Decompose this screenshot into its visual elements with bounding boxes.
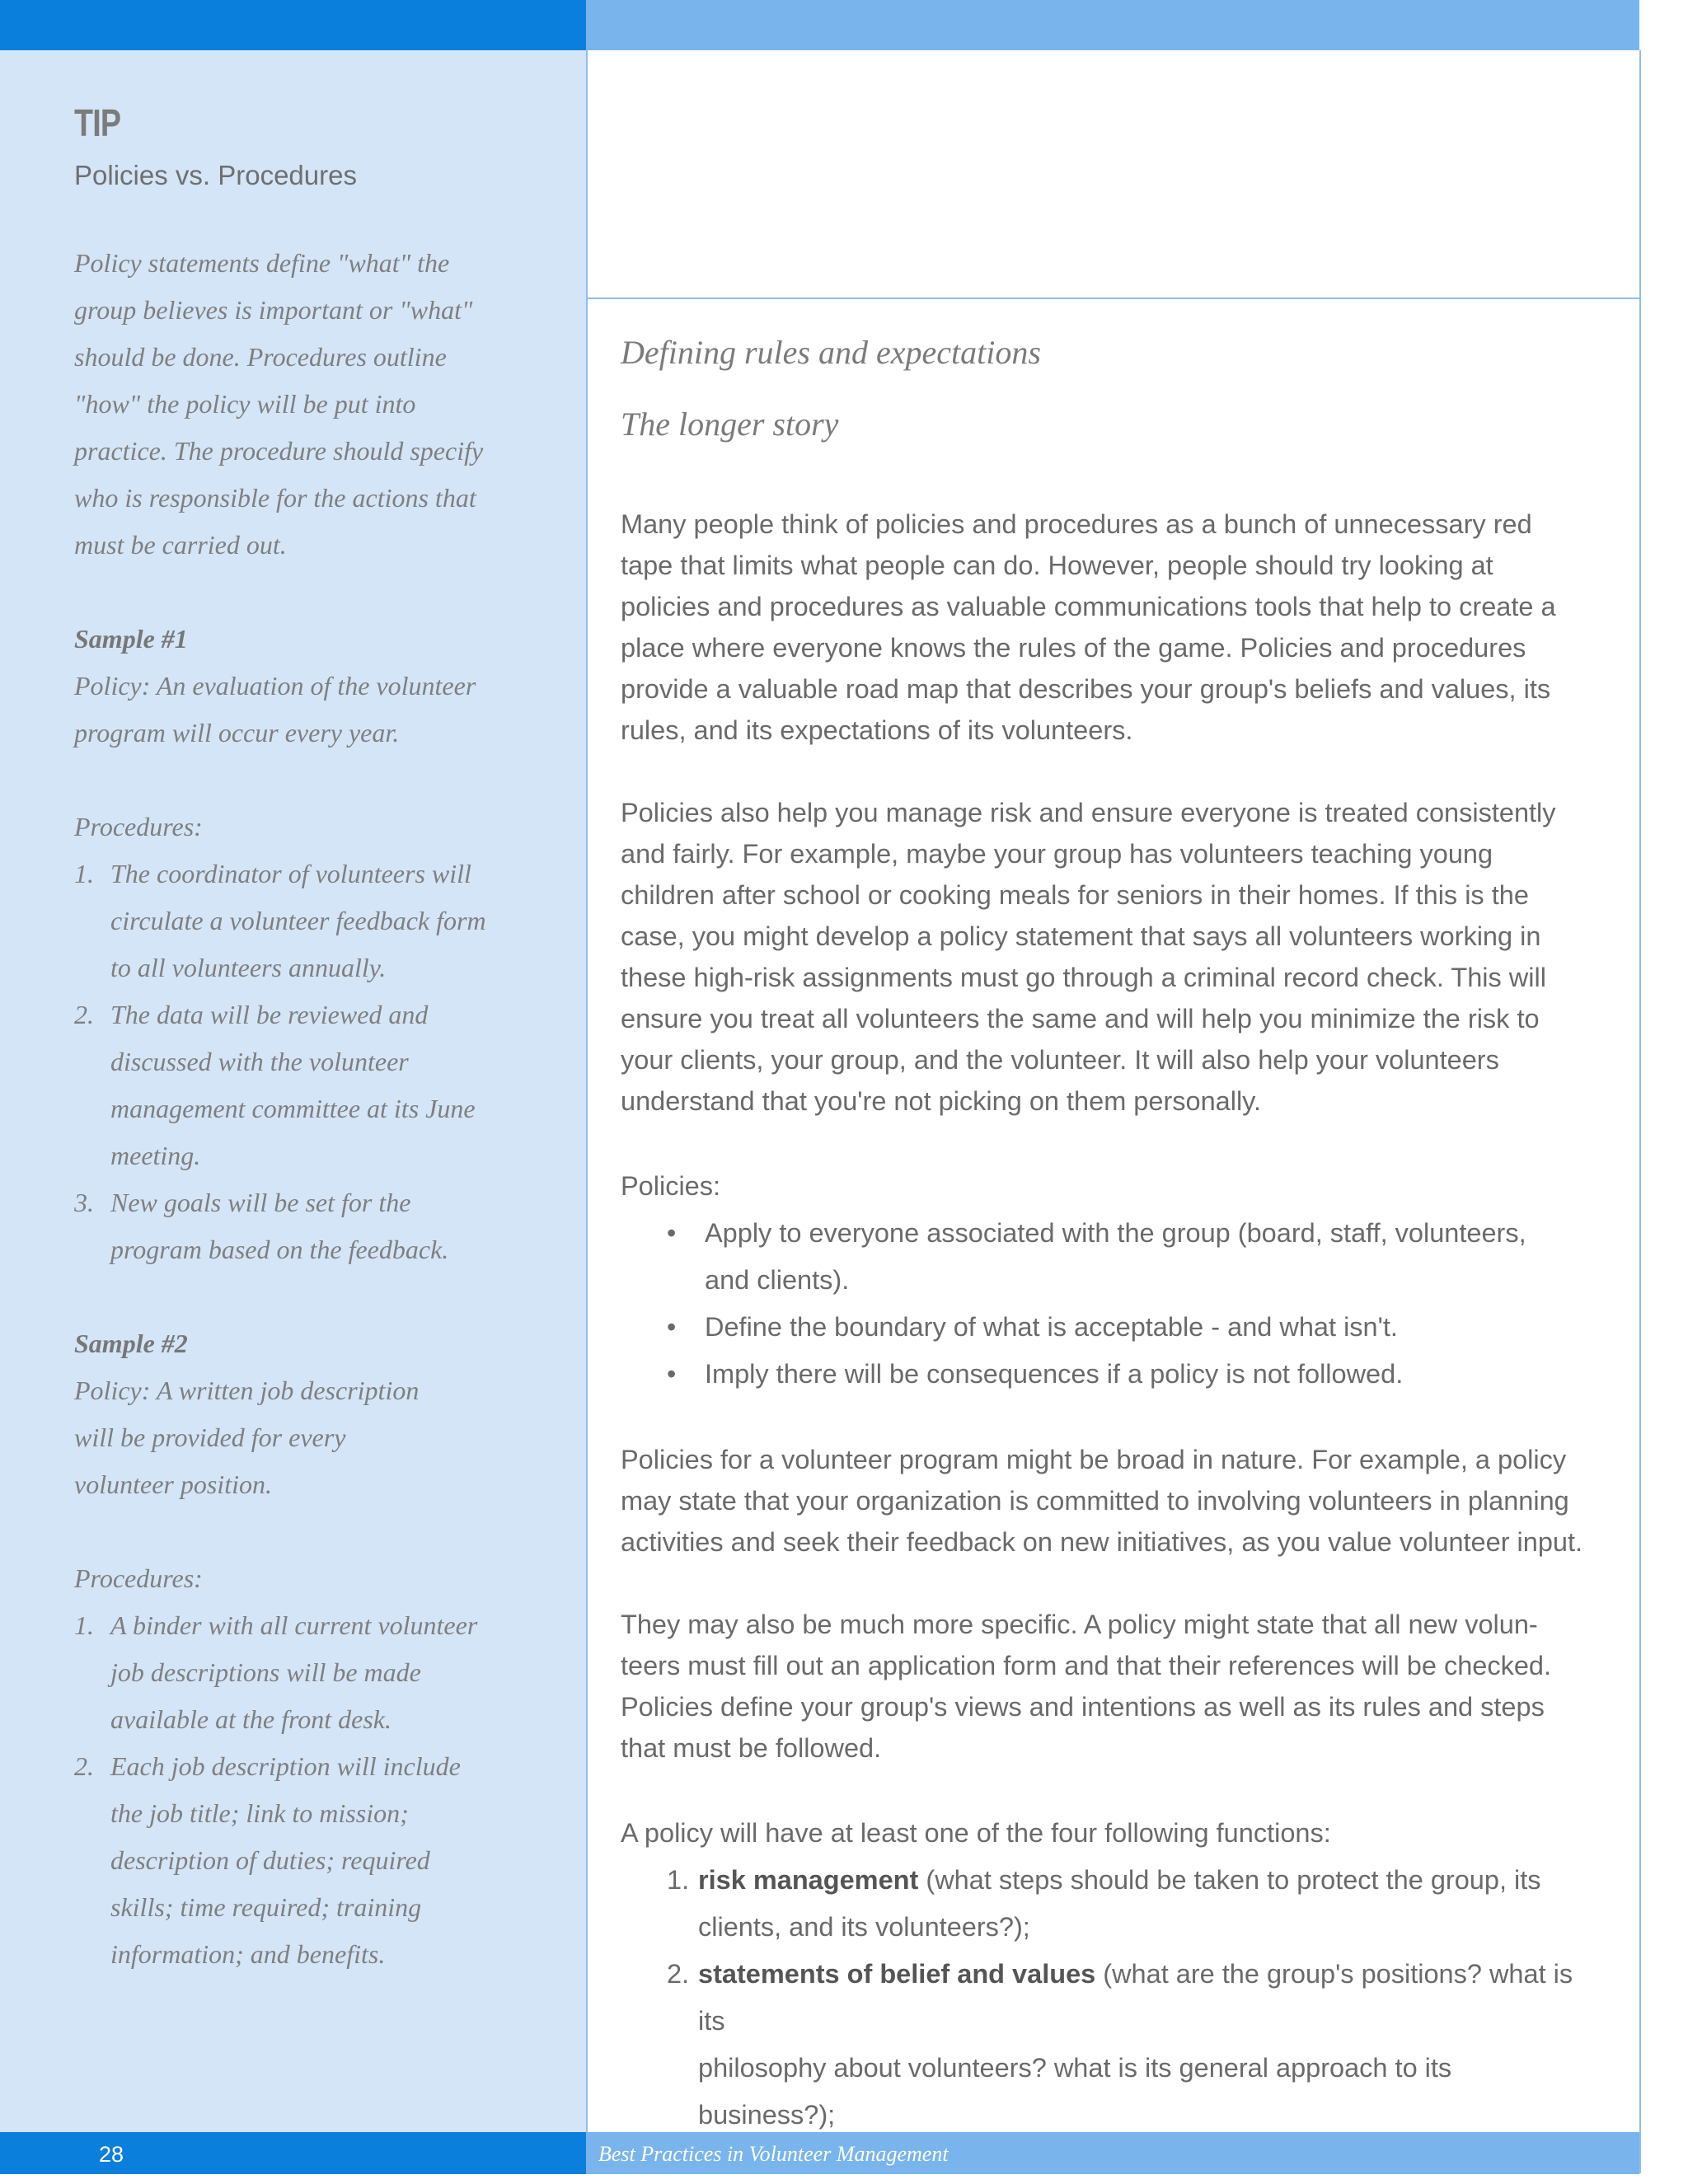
- section-heading: Defining rules and expectations: [621, 334, 1041, 371]
- procedure-line: management committee at its June: [110, 1094, 476, 1123]
- footer-title: Best Practices in Volunteer Management: [598, 2142, 949, 2166]
- para2-line: children after school or cooking meals for seniors in their homes. If this is the: [621, 880, 1529, 910]
- procedure-line: meeting.: [110, 1141, 201, 1170]
- procedure-line: Each job description will include: [110, 1751, 461, 1781]
- bullet-item: [621, 1304, 1593, 1351]
- sample2-procedures-label: Procedures:: [74, 1563, 203, 1593]
- bullet-line: and clients).: [705, 1265, 850, 1295]
- tip-title: TIP: [74, 101, 121, 144]
- tip-intro-line: "how" the policy will be put into: [74, 389, 416, 419]
- para2-line: case, you might develop a policy statement that says all volunteers working in: [621, 921, 1541, 951]
- procedure-line: circulate a volunteer feedback form: [110, 906, 486, 935]
- sample2-policy-line: will be provided for every: [74, 1422, 346, 1452]
- procedure-line: description of duties; required: [110, 1845, 430, 1875]
- para1-line: Many people think of policies and procedures as a bunch of unnecessary red: [621, 509, 1532, 539]
- procedure-line: the job title; link to mission;: [110, 1798, 409, 1828]
- procedure-item: [74, 991, 560, 1179]
- function-number: 1.: [667, 1865, 690, 1895]
- function-term: statements of belief and values: [698, 1959, 1096, 1989]
- function-number: 2.: [667, 1959, 690, 1989]
- policies-label: Policies:: [621, 1171, 721, 1201]
- top-bar-left: [0, 0, 586, 50]
- para2-line: and fairly. For example, maybe your group has volunteers teaching young: [621, 839, 1493, 869]
- function-item: [621, 1951, 1593, 2139]
- policies-bullet-list: [621, 1210, 1593, 1398]
- tip-intro-line: practice. The procedure should specify: [74, 436, 484, 466]
- procedure-line: The data will be reviewed and: [110, 1000, 429, 1029]
- procedure-item: [74, 1179, 560, 1273]
- tip-body: [74, 240, 560, 1978]
- procedure-line: job descriptions will be made: [110, 1657, 421, 1687]
- sample1-procedures-list: [74, 851, 560, 1273]
- function-description: (what are the group's positions? what is its: [698, 1959, 1573, 2036]
- function-term: risk management: [698, 1865, 919, 1895]
- procedure-item: [74, 851, 560, 991]
- function-item: [621, 1857, 1593, 1951]
- procedure-line: A binder with all current volunteer: [110, 1610, 478, 1640]
- function-description: philosophy about volunteers? what is its general approach to its: [698, 2053, 1452, 2083]
- procedure-line: New goals will be set for the: [110, 1188, 411, 1217]
- function-description: business?);: [698, 2100, 836, 2130]
- procedure-number: 3.: [74, 1188, 94, 1217]
- procedure-number: 2.: [74, 1751, 94, 1781]
- para4-line: teers must fill out an application form and that their references will be checked.: [621, 1651, 1552, 1680]
- main-body: [621, 504, 1593, 2139]
- function-description: clients, and its volunteers?);: [698, 1912, 1030, 1942]
- function-description: (what steps should be taken to protect the group, its: [918, 1865, 1541, 1895]
- bullet-item: [621, 1351, 1593, 1398]
- bullet-icon: •: [667, 1218, 677, 1248]
- procedure-line: to all volunteers annually.: [110, 953, 387, 982]
- procedure-number: 1.: [74, 1610, 94, 1640]
- sample1-title: Sample #1: [74, 624, 188, 654]
- sample1-policy-line: program will occur every year.: [74, 718, 400, 748]
- bullet-icon: •: [667, 1312, 677, 1342]
- procedure-number: 1.: [74, 859, 94, 888]
- footer-left-bar: [0, 2132, 586, 2174]
- para1-line: provide a valuable road map that describes your group's beliefs and values, its: [621, 674, 1551, 704]
- para2-line: understand that you're not picking on them personally.: [621, 1086, 1262, 1116]
- para2-line: ensure you treat all volunteers the same and will help you minimize the risk to: [621, 1004, 1540, 1033]
- sample1-procedures-label: Procedures:: [74, 812, 203, 841]
- procedure-item: [74, 1602, 560, 1743]
- para4-line: Policies define your group's views and intentions as well as its rules and steps: [621, 1692, 1545, 1722]
- sample2-policy-line: volunteer position.: [74, 1469, 272, 1499]
- procedure-line: information; and benefits.: [110, 1939, 386, 1969]
- para4-line: that must be followed.: [621, 1733, 882, 1763]
- tip-subtitle: Policies vs. Procedures: [74, 160, 357, 190]
- sample2-policy-line: Policy: A written job description: [74, 1376, 420, 1405]
- procedure-line: program based on the feedback.: [110, 1235, 449, 1264]
- section-subheading: The longer story: [621, 405, 839, 443]
- tip-intro-line: who is responsible for the actions that: [74, 483, 476, 513]
- para1-line: place where everyone knows the rules of the game. Policies and procedures: [621, 633, 1526, 663]
- bullet-line: Apply to everyone associated with the group (board, staff, volunteers,: [705, 1218, 1526, 1248]
- tip-intro-line: must be carried out.: [74, 530, 287, 560]
- procedure-line: available at the front desk.: [110, 1704, 392, 1734]
- top-bar-right: [586, 0, 1639, 50]
- functions-list: [621, 1857, 1593, 2139]
- para2-line: your clients, your group, and the volunteer. It will also help your volunteers: [621, 1045, 1499, 1075]
- tip-intro-line: Policy statements define "what" the: [74, 248, 450, 278]
- bullet-item: [621, 1210, 1593, 1304]
- bullet-line: Imply there will be consequences if a policy is not followed.: [705, 1359, 1404, 1389]
- functions-intro: A policy will have at least one of the four following functions:: [621, 1818, 1331, 1848]
- main-divider: [588, 298, 1639, 299]
- para1-line: rules, and its expectations of its volunteers.: [621, 715, 1133, 745]
- para3-line: Policies for a volunteer program might be broad in nature. For example, a policy: [621, 1445, 1567, 1474]
- bullet-line: Define the boundary of what is acceptable - and what isn't.: [705, 1312, 1398, 1342]
- para3-line: activities and seek their feedback on new initiatives, as you value volunteer input.: [621, 1527, 1583, 1557]
- para1-line: policies and procedures as valuable communications tools that help to create a: [621, 592, 1556, 621]
- procedure-line: The coordinator of volunteers will: [110, 859, 471, 888]
- para2-line: these high-risk assignments must go through a criminal record check. This will: [621, 963, 1546, 992]
- sample2-procedures-list: [74, 1602, 560, 1978]
- page-number: 28: [99, 2142, 124, 2167]
- procedure-item: [74, 1743, 560, 1978]
- tip-intro-line: group believes is important or "what": [74, 295, 473, 325]
- para4-line: They may also be much more specific. A policy might state that all new volun-: [621, 1610, 1538, 1639]
- sample1-policy-line: Policy: An evaluation of the volunteer: [74, 671, 476, 701]
- bullet-icon: •: [667, 1359, 677, 1389]
- page-footer: [0, 2132, 1639, 2174]
- tip-intro-line: should be done. Procedures outline: [74, 342, 447, 372]
- procedure-line: skills; time required; training: [110, 1892, 422, 1922]
- procedure-number: 2.: [74, 1000, 94, 1029]
- procedure-line: discussed with the volunteer: [110, 1047, 409, 1076]
- sample2-title: Sample #2: [74, 1329, 188, 1358]
- para2-line: Policies also help you manage risk and ensure everyone is treated consistently: [621, 798, 1556, 827]
- para1-line: tape that limits what people can do. However, people should try looking at: [621, 551, 1493, 580]
- para3-line: may state that your organization is committed to involving volunteers in planning: [621, 1486, 1569, 1516]
